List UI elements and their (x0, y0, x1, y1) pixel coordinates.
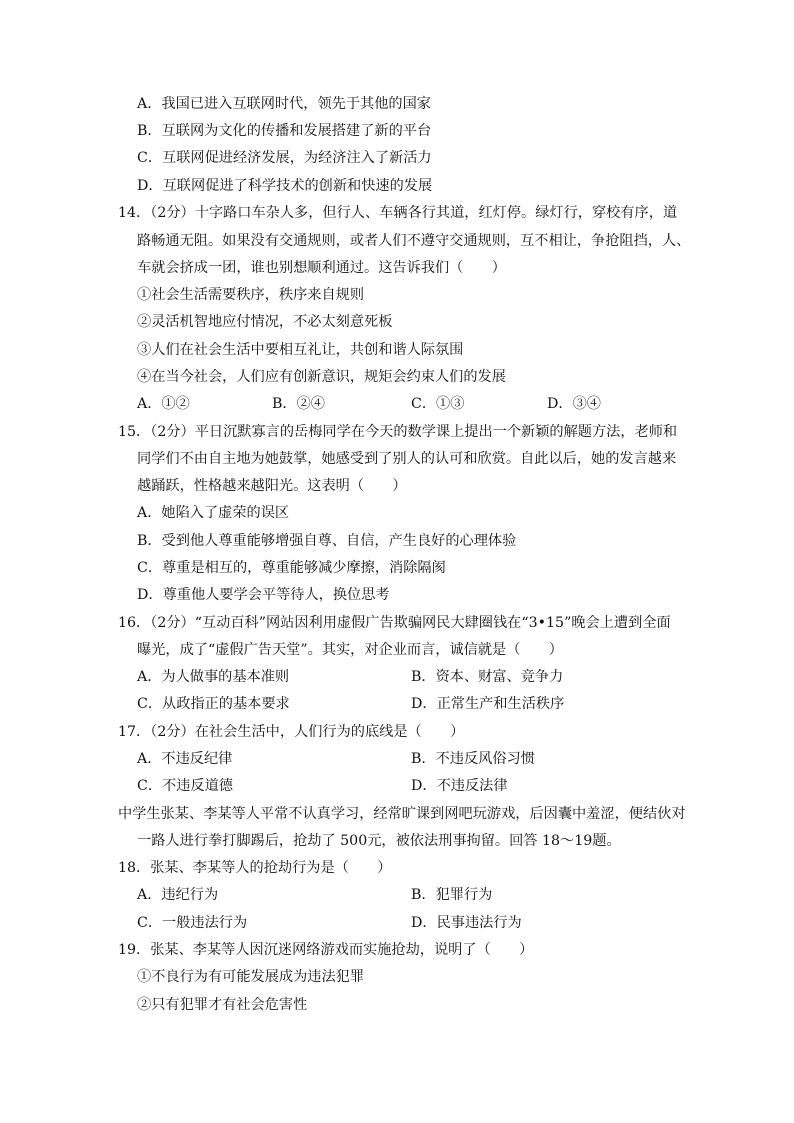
q18-option-c: C．一般违法行为 (137, 915, 248, 931)
q13-option-a: A．我国已进入互联网时代，领先于其他的国家 (137, 96, 431, 112)
q14-item-1: ①社会生活需要秩序，秩序来自规则 (137, 287, 365, 303)
q16-option-d: D．正常生产和生活秩序 (411, 696, 565, 712)
q17-option-a: A．不违反纪律 (137, 751, 233, 767)
q13-option-d: D．互联网促进了科学技术的创新和快速的发展 (137, 178, 433, 194)
q14-option-c: C．①③ (411, 396, 465, 412)
q14-item-4: ④在当今社会，人们应有创新意识，规矩会约束人们的发展 (137, 369, 506, 385)
q19-item-2: ②只有犯罪才有社会危害性 (137, 997, 308, 1013)
q19-item-1: ①不良行为有可能发展成为违法犯罪 (137, 969, 365, 985)
q14-option-a: A．①② (137, 396, 190, 412)
q18-option-a: A．违纪行为 (137, 887, 219, 903)
q16-option-c: C．从政指正的基本要求 (137, 696, 290, 712)
q17-option-d: D．不违反法律 (411, 778, 508, 794)
q15-stem-line-1: 15．（2分）平日沉默寡言的岳梅同学在今天的数学课上提出一个新颖的解题方法，老师和 (118, 424, 678, 440)
q15-option-b: B．受到他人尊重能够增强自尊、自信，产生良好的心理体验 (137, 533, 517, 549)
q17-stem: 17．（2分）在社会生活中，人们行为的底线是（ ） (118, 724, 465, 740)
q14-item-2: ②灵活机智地应付情况，不必太刻意死板 (137, 314, 393, 330)
q17-option-c: C．不违反道德 (137, 778, 233, 794)
q16-option-a: A．为人做事的基本准则 (137, 669, 290, 685)
q16-option-b: B．资本、财富、竞争力 (411, 669, 564, 685)
q15-stem-line-3: 越踊跃，性格越来越阳光。这表明（ ） (137, 478, 407, 494)
q15-option-d: D．尊重他人要学会平等待人，换位思考 (137, 587, 390, 603)
q18-option-d: D．民事违法行为 (411, 915, 522, 931)
q14-stem-line-2: 路畅通无阻。如果没有交通规则，或者人们不遵守交通规则，互不相让，争抢阻挡，人、 (137, 233, 691, 249)
q18-option-b: B．犯罪行为 (411, 887, 493, 903)
q14-option-b: B．②④ (272, 396, 325, 412)
q14-stem-line-3: 车就会挤成一团，谁也别想顺利通过。这告诉我们（ ） (137, 260, 506, 276)
q16-stem-line-2: 曝光，成了“虚假广告天堂”。其实，对企业而言，诚信就是（ ） (137, 642, 563, 658)
q19-stem: 19．张某、李某等人因沉迷网络游戏而实施抢劫，说明了（ ） (118, 942, 534, 958)
q14-option-d: D．③④ (547, 396, 601, 412)
material-line-2: 一路人进行拳打脚踢后，抢劫了 500元，被依法刑事拘留。回答 18～19题。 (137, 833, 621, 849)
q15-option-c: C．尊重是相互的，尊重能够减少摩擦，消除隔阂 (137, 560, 446, 576)
q15-stem-line-2: 同学们不由自主地为她鼓掌，她感受到了别人的认可和欣赏。自此以后，她的发言越来 (137, 451, 677, 467)
q14-item-3: ③人们在社会生活中要相互礼让，共创和谐人际氛围 (137, 342, 464, 358)
q14-stem-line-1: 14．（2分）十字路口车杂人多，但行人、车辆各行其道，红灯停。绿灯行，穿校有序，道 (118, 205, 678, 221)
q17-option-b: B．不违反风俗习惯 (411, 751, 535, 767)
q15-option-a: A．她陷入了虚荣的误区 (137, 505, 290, 521)
q16-stem-line-1: 16．（2分）“互动百科”网站因利用虚假广告欺骗网民大肆圈钱在“3•15”晚会上遭到全面 (118, 615, 671, 631)
material-line-1: 中学生张某、李某等人平常不认真学习，经常旷课到网吧玩游戏，后因囊中羞涩，便结伙对 (118, 806, 686, 822)
q13-option-c: C．互联网促进经济发展，为经济注入了新活力 (137, 150, 432, 166)
q18-stem: 18．张某、李某等人的抢劫行为是（ ） (118, 860, 392, 876)
q13-option-b: B．互联网为文化的传播和发展搭建了新的平台 (137, 123, 432, 139)
